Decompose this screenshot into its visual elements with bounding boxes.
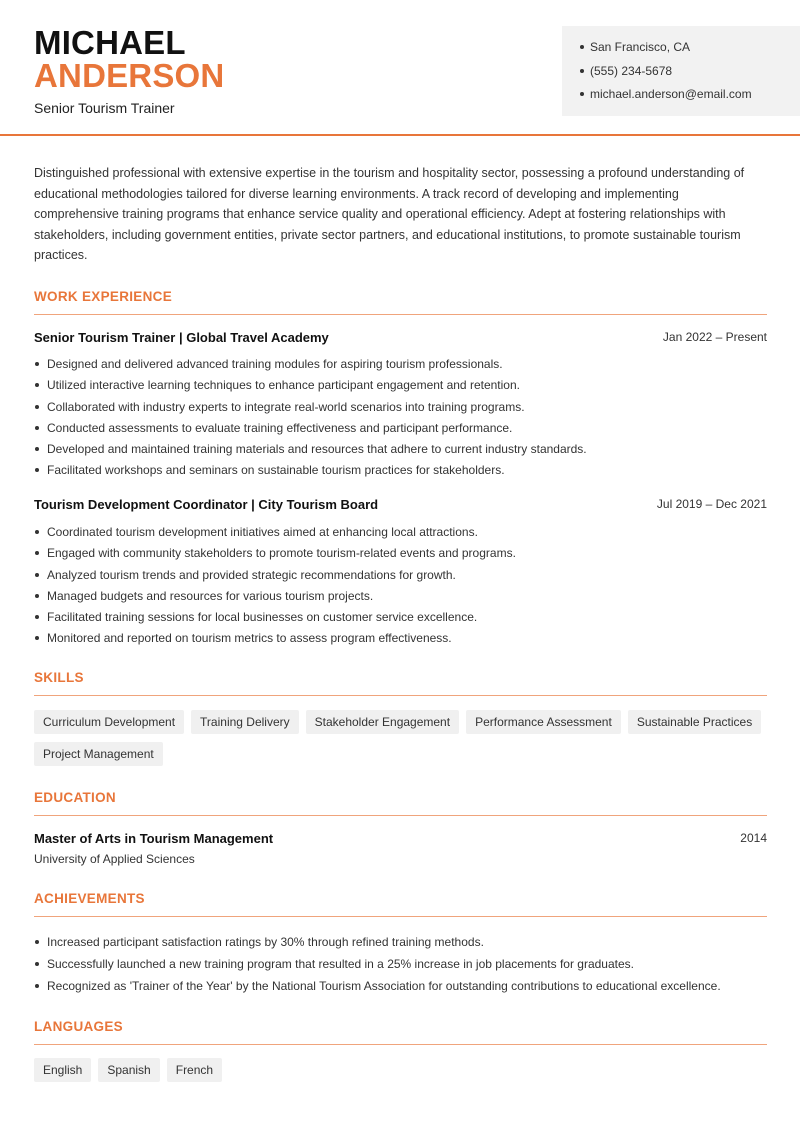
section-title-skills: SKILLS bbox=[34, 670, 767, 696]
list-item: Recognized as 'Trainer of the Year' by the National Tourism Association for outstanding contributions to educational excellence. bbox=[34, 978, 767, 1000]
contact-box bbox=[562, 26, 800, 116]
list-item: Coordinated tourism development initiatives aimed at enhancing local attractions. bbox=[34, 524, 767, 545]
last-name: ANDERSON bbox=[34, 57, 225, 94]
contact-location: San Francisco, CA bbox=[580, 39, 800, 63]
school-name: University of Applied Sciences bbox=[34, 852, 195, 866]
job-role: Tourism Development Coordinator | City Tourism Board bbox=[34, 497, 379, 512]
list-item: Successfully launched a new training program that resulted in a 25% increase in job placements for graduates. bbox=[34, 956, 767, 978]
job-role: Senior Tourism Trainer | Global Travel Academy bbox=[34, 330, 329, 345]
list-item: Utilized interactive learning techniques to enhance participant engagement and retention. bbox=[34, 377, 767, 398]
bullet-icon bbox=[580, 45, 584, 49]
skill-tag: Project Management bbox=[34, 742, 163, 766]
job-title: Senior Tourism Trainer bbox=[34, 100, 175, 116]
list-item: Managed budgets and resources for various tourism projects. bbox=[34, 588, 767, 609]
skill-tag: Training Delivery bbox=[191, 710, 299, 734]
section-title-work: WORK EXPERIENCE bbox=[34, 289, 767, 315]
language-tags bbox=[34, 1058, 774, 1082]
section-title-achievements: ACHIEVEMENTS bbox=[34, 891, 767, 917]
skill-tag: Performance Assessment bbox=[466, 710, 621, 734]
list-item: Monitored and reported on tourism metrics to assess program effectiveness. bbox=[34, 630, 767, 651]
language-tag: Spanish bbox=[98, 1058, 159, 1082]
first-name: MICHAEL bbox=[34, 24, 186, 61]
list-item: Increased participant satisfaction ratings by 30% through refined training methods. bbox=[34, 934, 767, 956]
summary: Distinguished professional with extensive expertise in the tourism and hospitality sector, possessing a profound understanding of educational methodologies tailored for diverse learning environments. A track record of developing and implementing comprehensive training programs that enhance service quality and operational efficiency. Adept at fostering relationships with stakeholders, including government entities, private sector partners, and educational institutions, to promote sustainable tourism practices. bbox=[34, 166, 745, 262]
list-item: Collaborated with industry experts to integrate real-world scenarios into training programs. bbox=[34, 399, 767, 420]
resume-header bbox=[0, 0, 800, 136]
list-item: Facilitated training sessions for local businesses on customer service excellence. bbox=[34, 609, 767, 630]
list-item: Conducted assessments to evaluate training effectiveness and participant performance. bbox=[34, 420, 767, 441]
bullet-icon bbox=[580, 69, 584, 73]
skill-tag: Sustainable Practices bbox=[628, 710, 761, 734]
skill-tag: Curriculum Development bbox=[34, 710, 184, 734]
list-item: Analyzed tourism trends and provided strategic recommendations for growth. bbox=[34, 567, 767, 588]
job-dates: Jan 2022 – Present bbox=[662, 330, 767, 344]
job-dates: Jul 2019 – Dec 2021 bbox=[656, 497, 767, 511]
job-header bbox=[34, 497, 767, 512]
job-bullets bbox=[34, 524, 767, 652]
list-item: Developed and maintained training materials and resources that adhere to current industry standards. bbox=[34, 441, 767, 462]
language-tag: French bbox=[167, 1058, 222, 1082]
skill-tag: Stakeholder Engagement bbox=[306, 710, 459, 734]
list-item: Designed and delivered advanced training modules for aspiring tourism professionals. bbox=[34, 356, 767, 377]
language-tag: English bbox=[34, 1058, 91, 1082]
bullet-icon bbox=[580, 92, 584, 96]
job-bullets bbox=[34, 356, 767, 484]
achievement-bullets bbox=[34, 934, 767, 1000]
graduation-year: 2014 bbox=[740, 831, 767, 845]
list-item: Engaged with community stakeholders to promote tourism-related events and programs. bbox=[34, 545, 767, 566]
contact-phone: (555) 234-5678 bbox=[580, 63, 800, 87]
education-header bbox=[34, 831, 767, 846]
list-item: Facilitated workshops and seminars on sustainable tourism practices for stakeholders. bbox=[34, 462, 767, 483]
job-header bbox=[34, 330, 767, 345]
contact-email: michael.anderson@email.com bbox=[580, 86, 800, 110]
skills-tags bbox=[34, 710, 774, 766]
degree: Master of Arts in Tourism Management bbox=[34, 831, 274, 846]
section-title-languages: LANGUAGES bbox=[34, 1019, 767, 1045]
section-title-education: EDUCATION bbox=[34, 790, 767, 816]
